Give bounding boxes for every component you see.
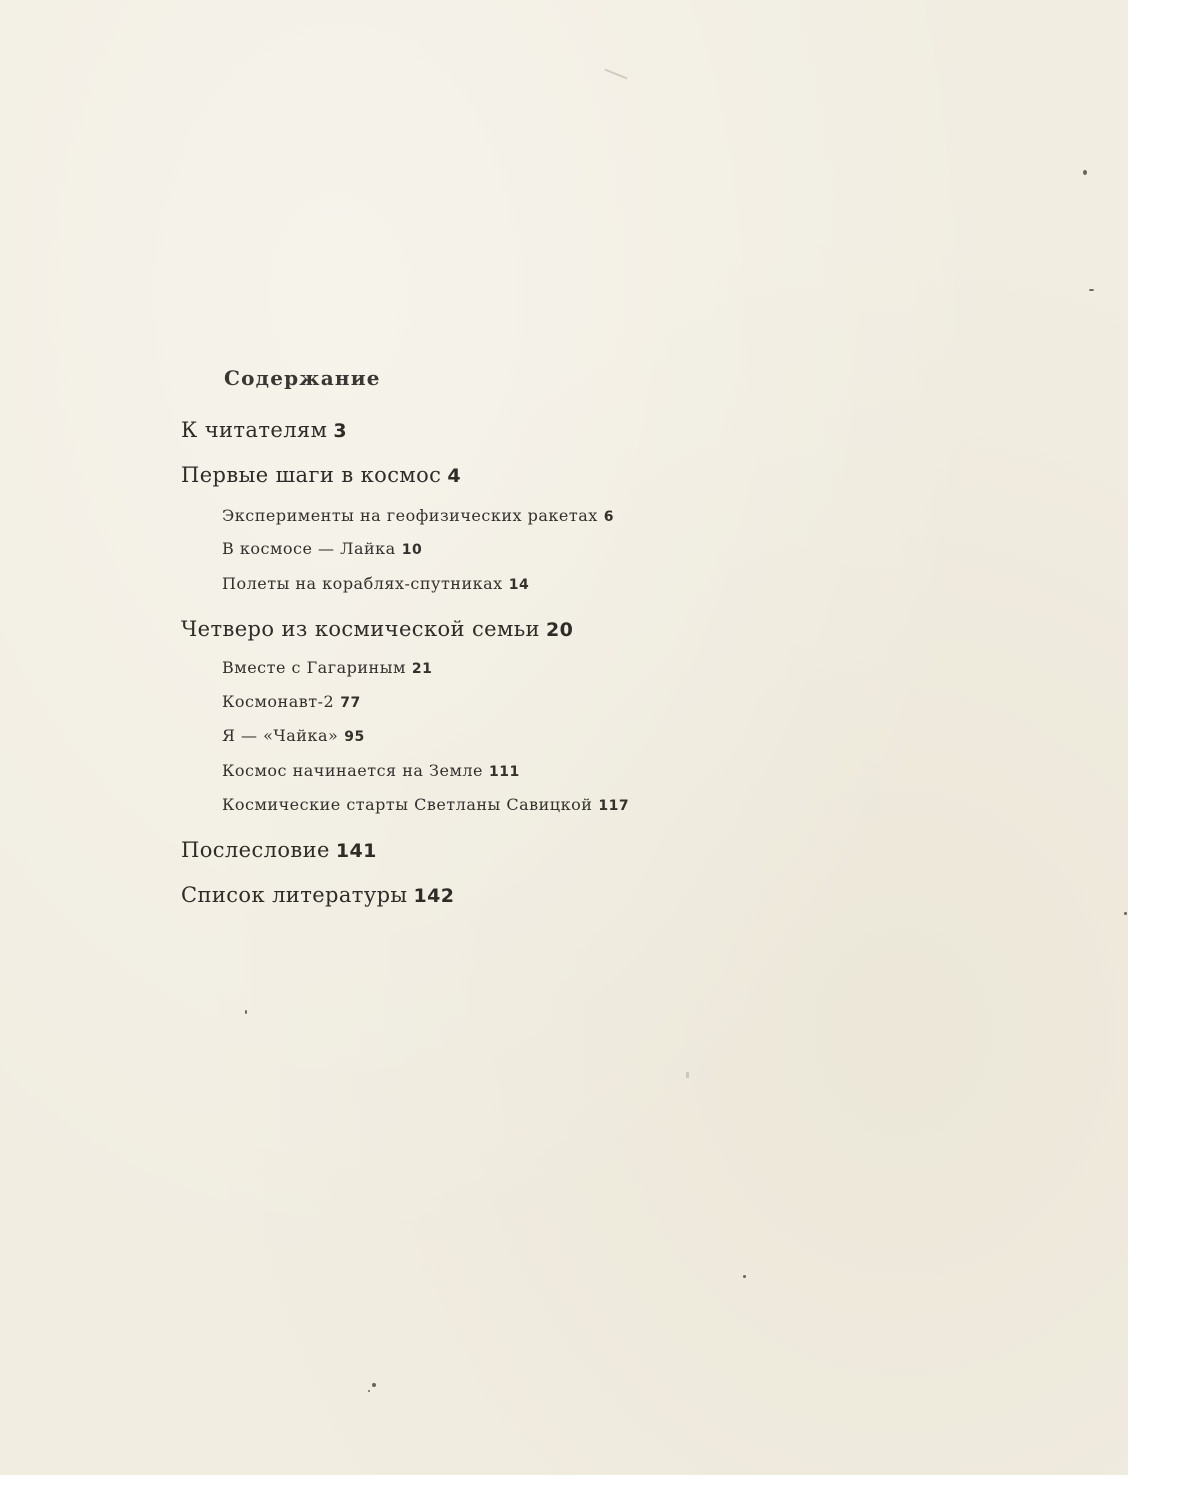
toc-entry-title: К читателям <box>181 418 328 442</box>
dust-speck <box>372 1383 376 1387</box>
toc-entry <box>181 838 377 862</box>
toc-heading: Содержание <box>224 366 381 390</box>
toc-entry-title: В космосе — Лайка <box>222 539 396 558</box>
toc-entry-page: 142 <box>413 885 455 907</box>
toc-subentry <box>222 574 529 593</box>
toc-entry-title: Полеты на кораблях-спутниках <box>222 574 503 593</box>
toc-entry-title: Четверо из космической семьи <box>181 617 540 641</box>
toc-entry-page: 6 <box>603 509 615 525</box>
toc-entry <box>181 418 347 442</box>
toc-entry-page: 111 <box>489 764 520 780</box>
toc-entry <box>181 463 461 487</box>
toc-entry-page: 4 <box>447 465 461 487</box>
dust-speck <box>1083 170 1087 175</box>
dust-speck <box>368 1390 370 1392</box>
toc-entry <box>181 617 573 641</box>
dust-speck <box>245 1010 247 1014</box>
toc-subentry <box>222 795 629 814</box>
toc-entry-page: 20 <box>545 619 574 641</box>
toc-entry-page: 21 <box>411 661 433 677</box>
paper-mark <box>686 1072 689 1078</box>
toc-entry-page: 141 <box>335 840 377 862</box>
toc-entry-page: 77 <box>340 695 361 711</box>
toc-entry-title: Эксперименты на геофизических ракетах <box>222 506 598 525</box>
toc-entry-title: Космос начинается на Земле <box>222 761 484 780</box>
toc-subentry <box>222 761 520 780</box>
toc-subentry <box>222 726 365 745</box>
dust-speck <box>743 1275 746 1278</box>
toc-entry-title: Послесловие <box>181 838 330 862</box>
toc-entry-title: Первые шаги в космос <box>181 463 442 487</box>
dust-speck <box>1124 912 1127 915</box>
toc-subentry <box>222 658 432 677</box>
toc-entry-title: Космонавт-2 <box>222 692 335 711</box>
toc-entry-page: 3 <box>333 420 347 442</box>
scan-margin <box>0 1475 1200 1503</box>
toc-entry <box>181 883 454 907</box>
toc-subentry <box>222 539 422 558</box>
toc-subentry <box>222 692 361 711</box>
toc-entry-page: 14 <box>508 577 530 593</box>
dust-speck <box>1089 289 1094 291</box>
toc-entry-title: Космические старты Светланы Савицкой <box>222 795 593 814</box>
toc-entry-page: 10 <box>401 542 423 558</box>
toc-subentry <box>222 506 614 525</box>
toc-entry-title: Вместе с Гагариным <box>222 658 406 677</box>
toc-entry-page: 95 <box>344 729 365 745</box>
toc-entry-title: Список литературы <box>181 883 408 907</box>
toc-entry-title: Я — «Чайка» <box>222 726 339 745</box>
paper-mark <box>604 69 627 80</box>
toc-entry-page: 117 <box>598 798 630 814</box>
